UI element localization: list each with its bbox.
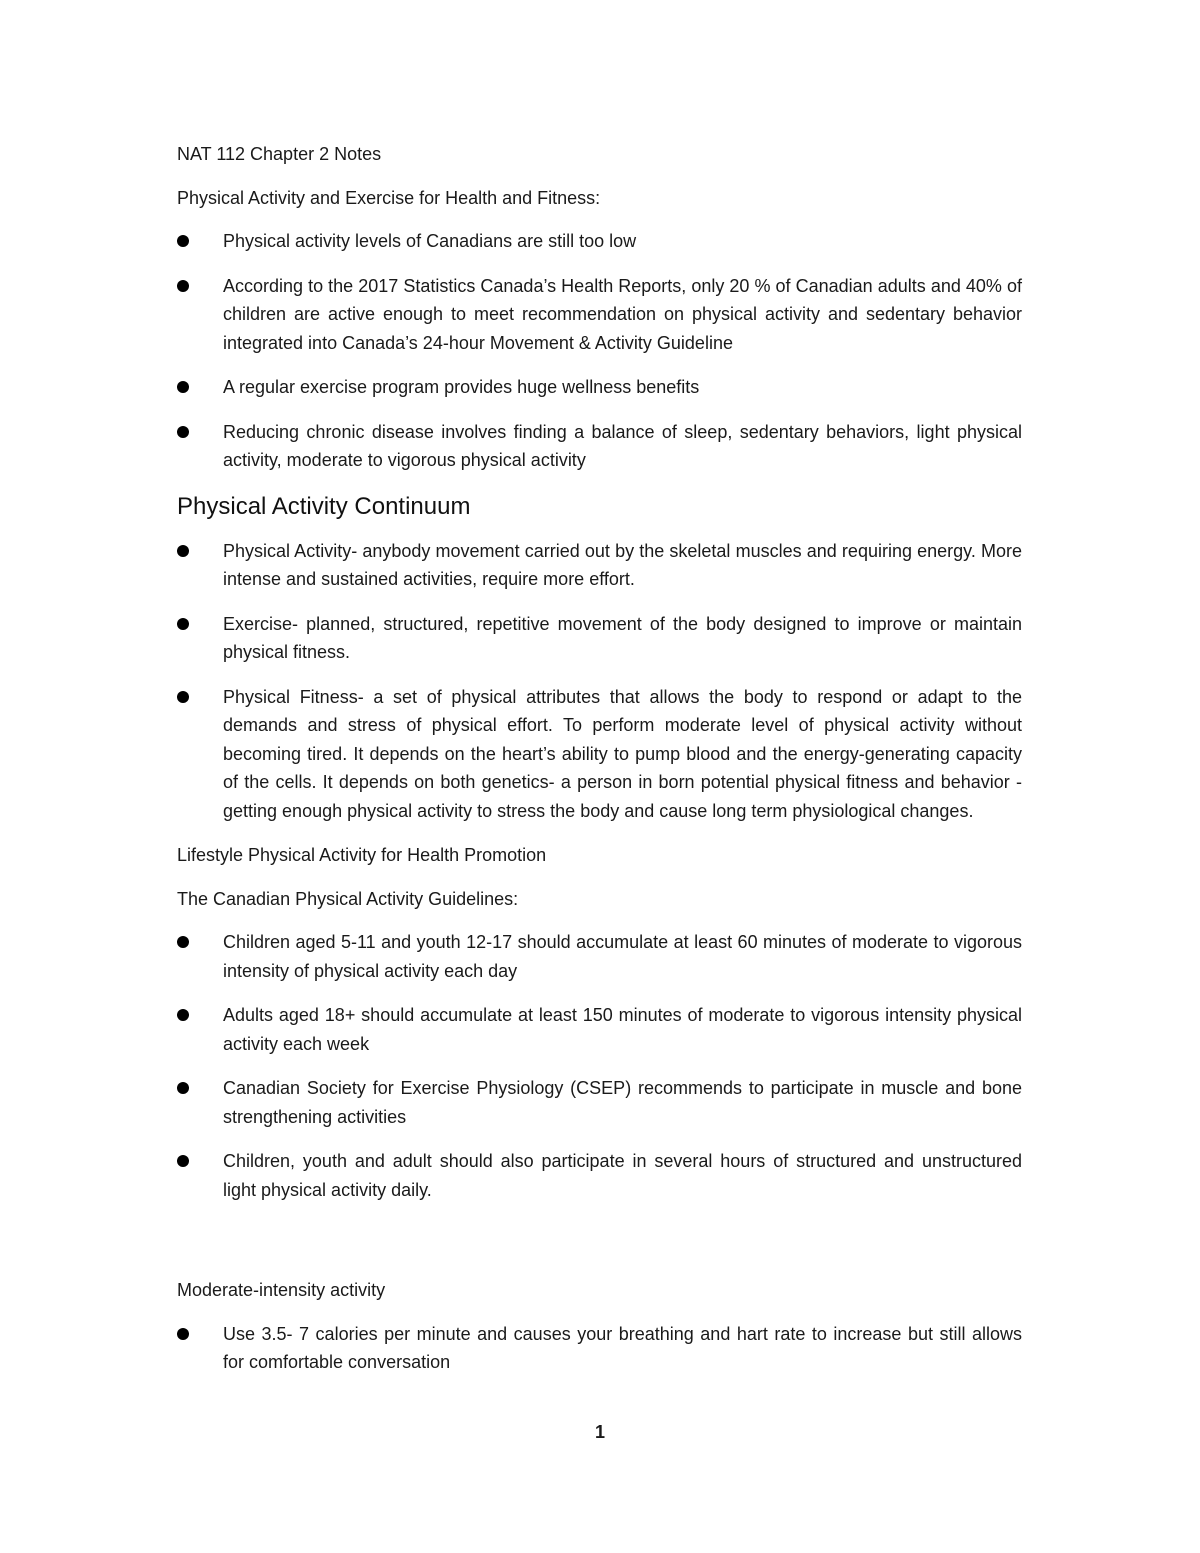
bullet-icon <box>177 936 189 948</box>
bullet-icon <box>177 1155 189 1167</box>
bullet-icon <box>177 381 189 393</box>
list-item-text: Exercise- planned, structured, repetitive movement of the body designed to improve or maintain physical fitness. <box>223 613 1022 662</box>
list-item-text: According to the 2017 Statistics Canada’s Health Reports, only 20 % of Canadian adults and 40% of children are active enough to meet recommendation on physical activity and sedentary behavior integrated into Canada’s 24-hour Movement & Activity Guideline <box>223 275 1022 353</box>
list-item <box>177 1001 1022 1058</box>
bullet-icon <box>177 1009 189 1021</box>
list-item <box>177 928 1022 985</box>
page-content <box>177 140 1022 1393</box>
list-item <box>177 418 1022 475</box>
document-title: NAT 112 Chapter 2 Notes <box>177 144 382 164</box>
list-item-text: Children, youth and adult should also participate in several hours of structured and unstructured light physical activity daily. <box>223 1151 1022 1200</box>
list-item-text: A regular exercise program provides huge wellness benefits <box>223 377 700 397</box>
bullet-list <box>177 1320 1022 1377</box>
bullet-icon <box>177 545 189 557</box>
list-item <box>177 1147 1022 1204</box>
bullet-list <box>177 537 1022 826</box>
section-subheading: The Canadian Physical Activity Guidelines: <box>177 888 519 909</box>
list-item <box>177 537 1022 594</box>
list-item <box>177 1320 1022 1377</box>
bullet-icon <box>177 618 189 630</box>
list-item-text: Children aged 5-11 and youth 12-17 should accumulate at least 60 minutes of moderate to vigorous intensity of physical activity each day <box>223 932 1022 981</box>
list-item <box>177 683 1022 826</box>
list-item-text: Adults aged 18+ should accumulate at least 150 minutes of moderate to vigorous intensity physical activity each week <box>223 1005 1022 1054</box>
list-item <box>177 610 1022 667</box>
list-item-text: Physical Activity- anybody movement carried out by the skeletal muscles and requiring energy. More intense and sustained activities, require more effort. <box>223 540 1022 589</box>
section-heading: Lifestyle Physical Activity for Health Promotion <box>177 845 547 865</box>
list-item <box>177 227 1022 256</box>
bullet-icon <box>177 280 189 292</box>
list-item-text: Use 3.5- 7 calories per minute and causes your breathing and hart rate to increase but still allows for comfortable conversation <box>223 1323 1022 1372</box>
section-heading: Physical Activity and Exercise for Health and Fitness: <box>177 187 601 208</box>
bullet-list <box>177 928 1022 1204</box>
section-heading-large: Physical Activity Continuum <box>177 492 471 520</box>
bullet-icon <box>177 1082 189 1094</box>
page-number: 1 <box>594 1422 605 1442</box>
bullet-list <box>177 227 1022 475</box>
list-item <box>177 373 1022 402</box>
list-item-text: Canadian Society for Exercise Physiology (CSEP) recommends to participate in muscle and bone strengthening activities <box>223 1078 1022 1127</box>
bullet-icon <box>177 1328 189 1340</box>
section-heading: Moderate-intensity activity <box>177 1280 386 1300</box>
list-item-text: Reducing chronic disease involves finding a balance of sleep, sedentary behaviors, light physical activity, moderate to vigorous physical activity <box>223 421 1022 470</box>
bullet-icon <box>177 691 189 703</box>
list-item-text: Physical activity levels of Canadians are still too low <box>223 231 637 251</box>
list-item-text: Physical Fitness- a set of physical attributes that allows the body to respond or adapt to the demands and stress of physical effort. To perform moderate level of physical activity without becoming tired. It depends on the heart’s ability to pump blood and the energy-generating capacity of the cells. It depends on both genetics- a person in born potential physical fitness and behavior -getting enough physical activity to stress the body and cause long term physiological changes. <box>223 686 1022 821</box>
bullet-icon <box>177 426 189 438</box>
list-item <box>177 272 1022 358</box>
bullet-icon <box>177 235 189 247</box>
spacer <box>177 1220 1022 1276</box>
list-item <box>177 1074 1022 1131</box>
